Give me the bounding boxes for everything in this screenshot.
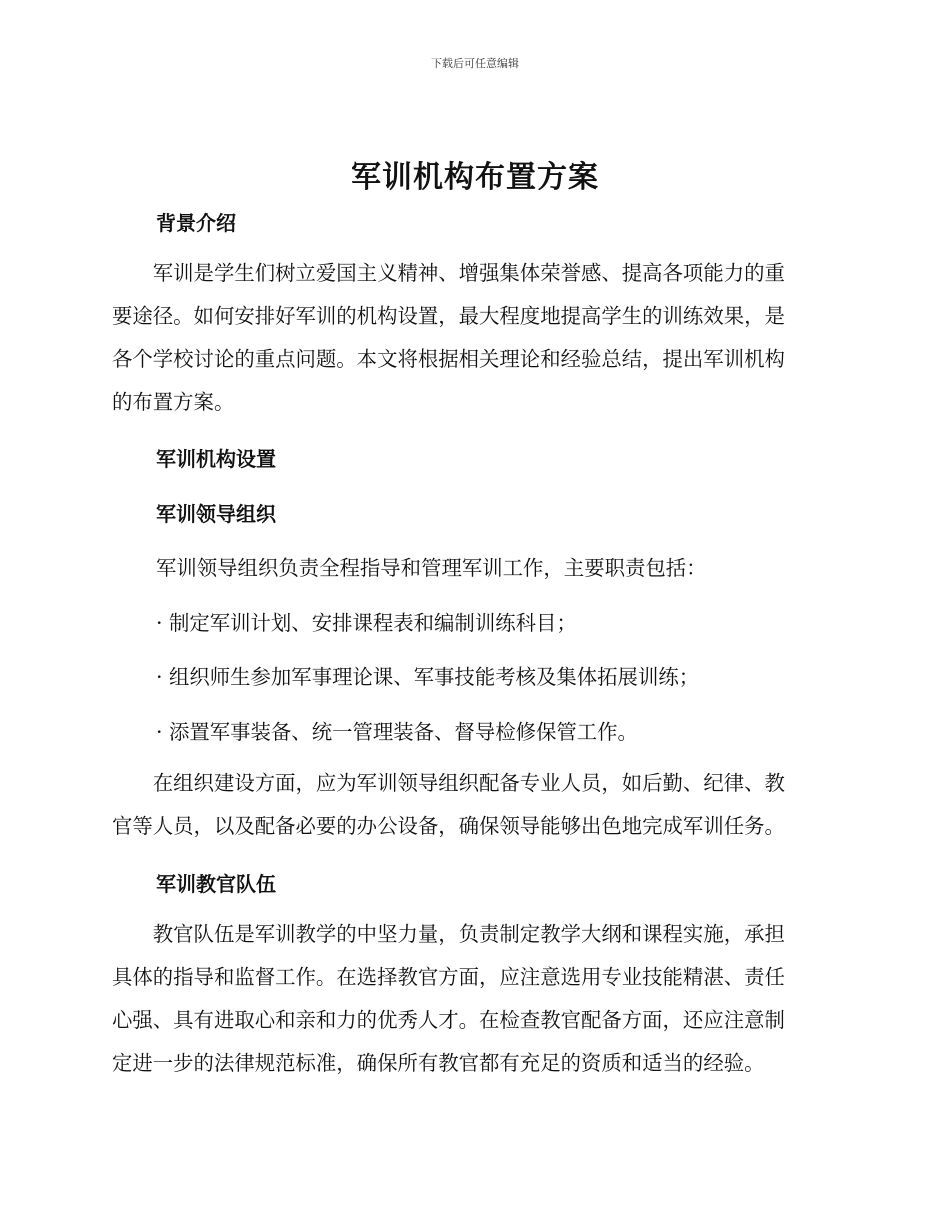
- paragraph-line: 教官队伍是军训教学的中坚力量，负责制定教学大纲和课程实施，承担: [112, 922, 785, 946]
- paragraph-line: 要途径。如何安排好军训的机构设置，最大程度地提高学生的训练效果，是: [112, 304, 785, 328]
- section-heading-leadership: 军训领导组织: [156, 502, 276, 526]
- paragraph-organization: [112, 762, 830, 848]
- paragraph-line: 军训是学生们树立爱国主义精神、增强集体荣誉感、提高各项能力的重: [112, 261, 785, 285]
- paragraph-instructors: [112, 913, 830, 1085]
- document-title: 军训机构布置方案: [351, 160, 599, 195]
- bullet-item: · 组织师生参加军事理论课、军事技能考核及集体拓展训练；: [156, 665, 700, 689]
- paragraph-background: [112, 252, 830, 424]
- paragraph-line: 官等人员，以及配备必要的办公设备，确保领导能够出色地完成军训任务。: [112, 814, 785, 838]
- page-header-note: 下载后可任意编辑: [431, 57, 519, 70]
- paragraph-leadership-intro: 军训领导组织负责全程指导和管理军训工作，主要职责包括：: [156, 556, 707, 580]
- paragraph-line: 具体的指导和监督工作。在选择教官方面，应注意选用专业技能精湛、责任: [112, 965, 785, 989]
- paragraph-line: 定进一步的法律规范标准，确保所有教官都有充足的资质和适当的经验。: [112, 1051, 765, 1075]
- section-heading-instructors: 军训教官队伍: [156, 872, 276, 896]
- section-heading-setup: 军训机构设置: [156, 447, 276, 471]
- bullet-item: · 添置军事装备、统一管理装备、督导检修保管工作。: [156, 720, 638, 744]
- paragraph-line: 在组织建设方面，应为军训领导组织配备专业人员，如后勤、纪律、教: [112, 771, 785, 795]
- paragraph-line: 各个学校讨论的重点问题。本文将根据相关理论和经验总结，提出军训机构: [112, 347, 785, 371]
- bullet-item: · 制定军训计划、安排课程表和编制训练科目；: [156, 611, 577, 635]
- paragraph-line: 的布置方案。: [112, 390, 235, 414]
- section-heading-background: 背景介绍: [156, 211, 236, 235]
- paragraph-line: 心强、具有进取心和亲和力的优秀人才。在检查教官配备方面，还应注意制: [112, 1008, 785, 1032]
